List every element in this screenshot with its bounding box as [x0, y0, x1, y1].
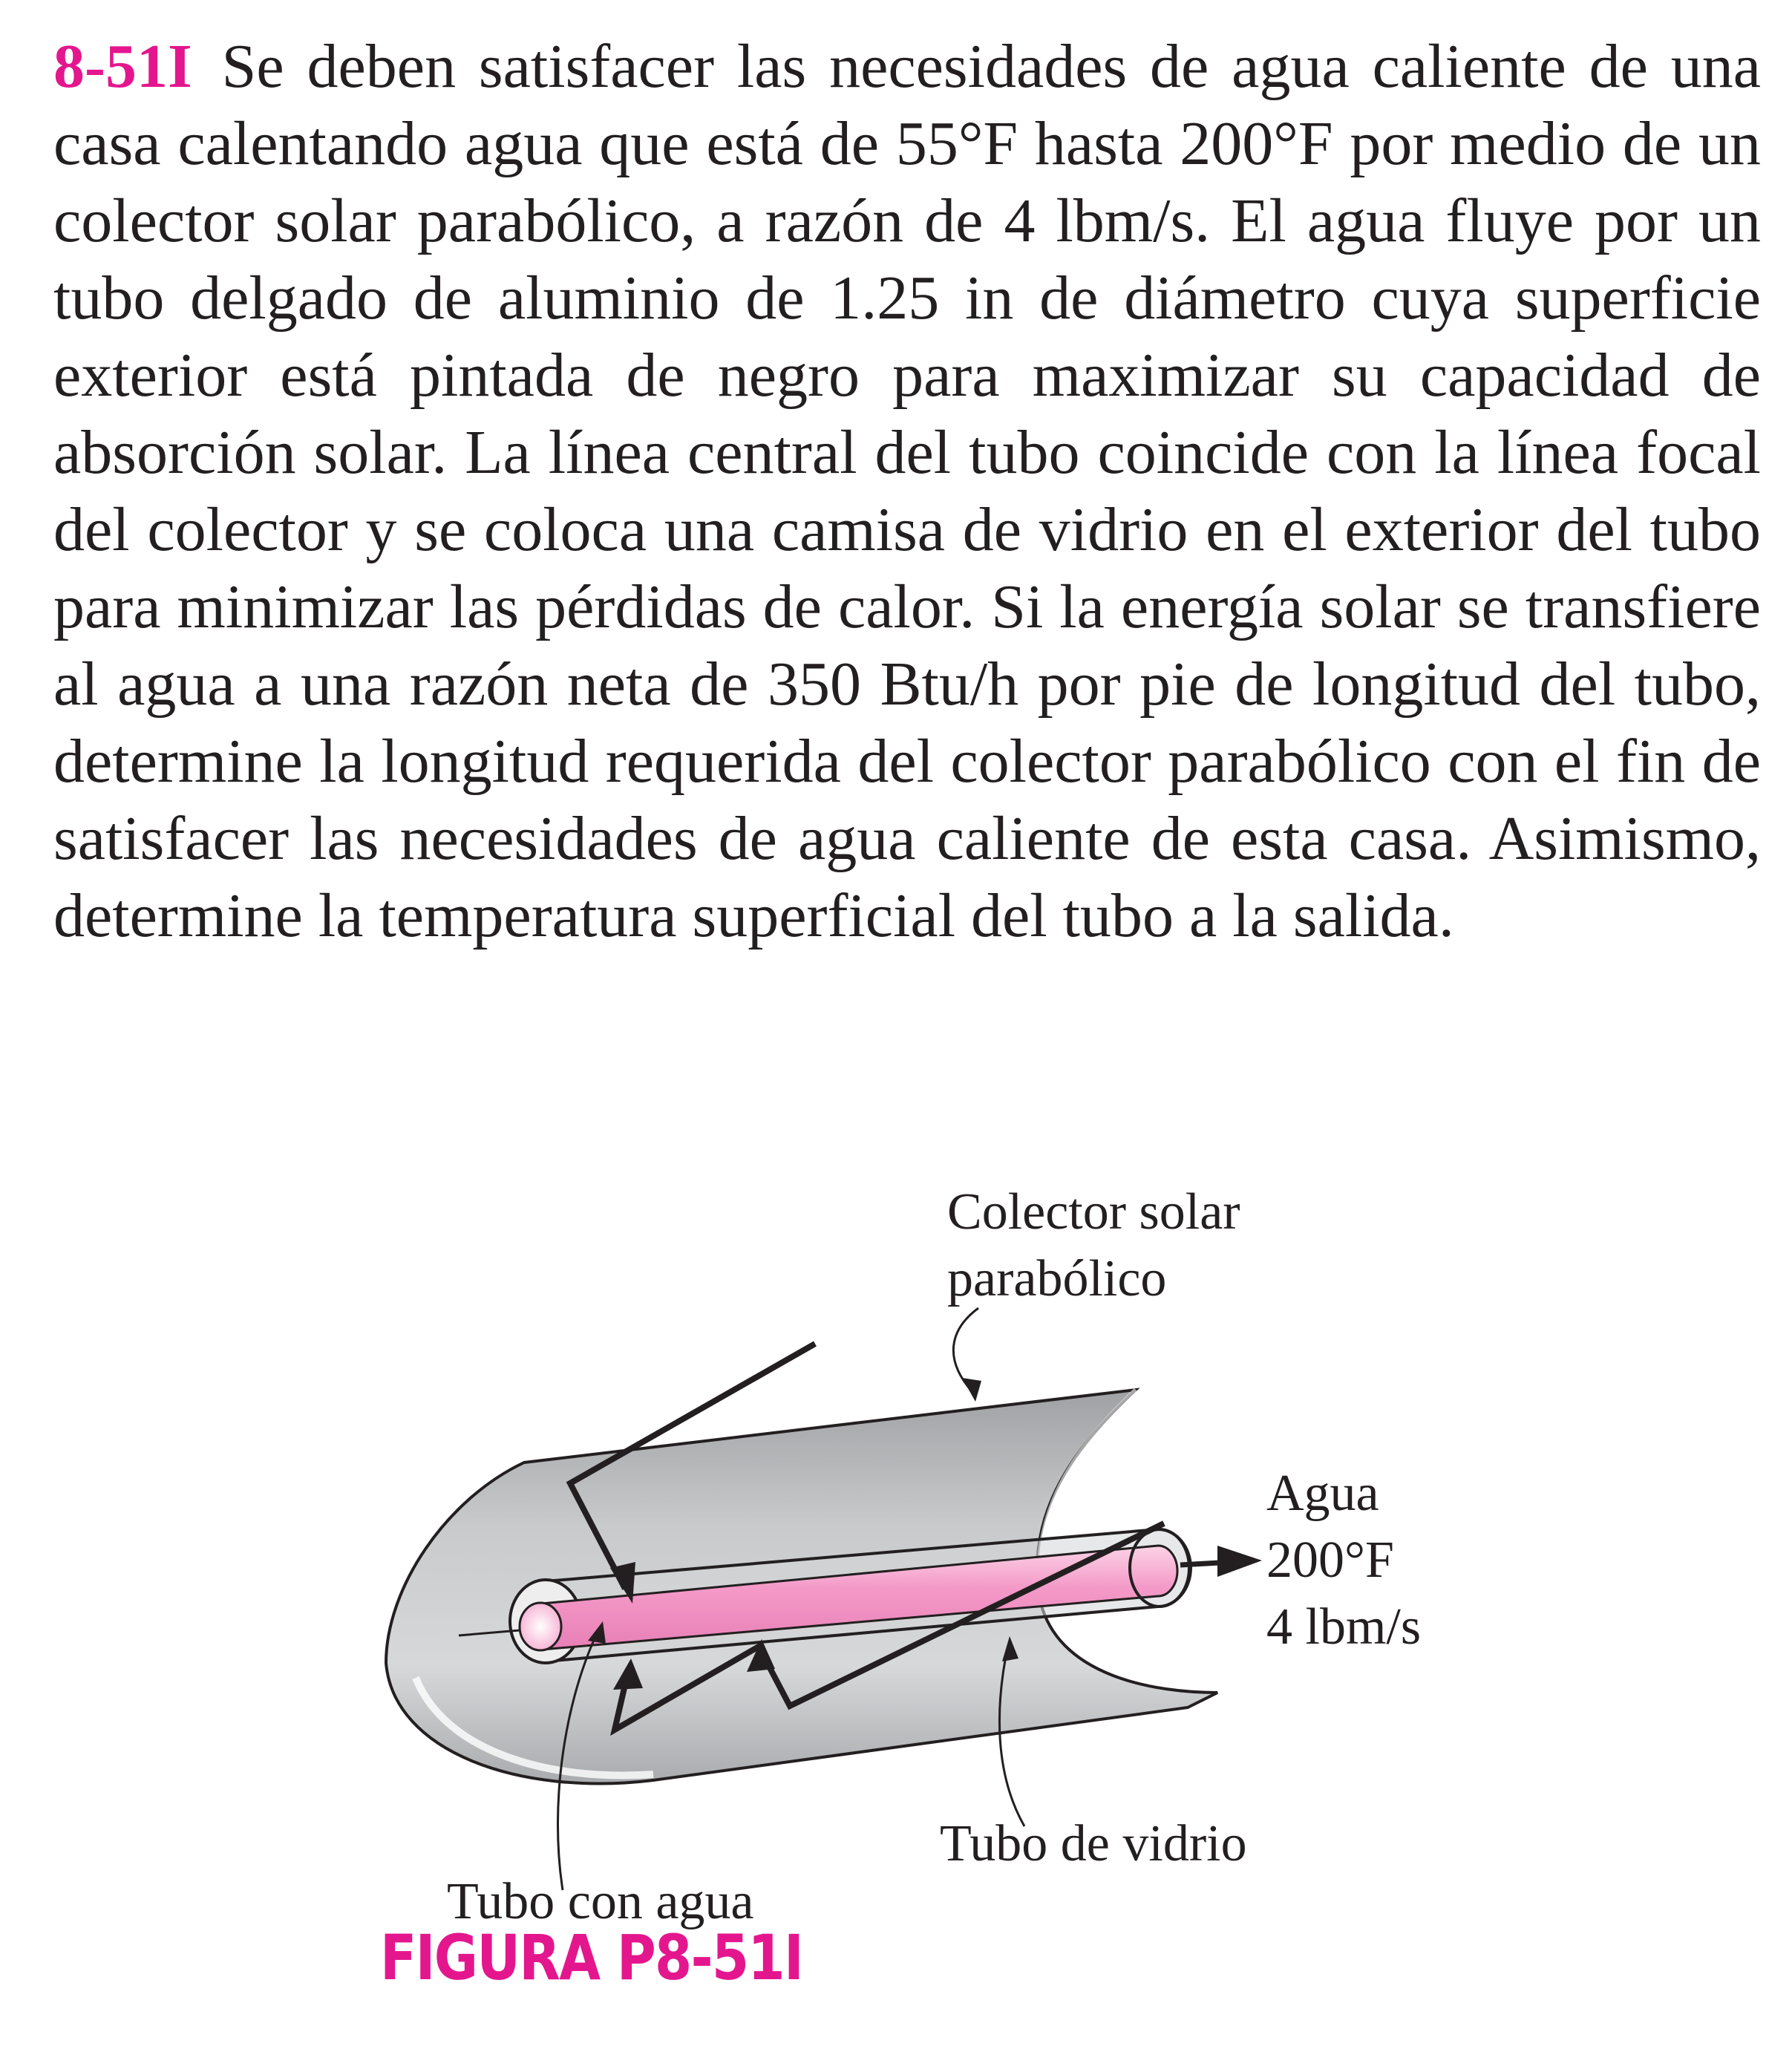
problem-text: Se deben satisfacer las necesidades de agua caliente de una casa calentando agua que está de 55°F hasta 200°F por medio de un colector solar parabólico, a razón de 4 lbm/s. El agua fluye por un tubo delgado de aluminio de 1.25 in de diámetro cuya superficie exterior está pintada de negro para maximizar su capacidad de absorción solar. La línea central del tubo coincide con la línea focal del colector y se coloca una camisa de vidrio en el exterior del tubo para minimizar las pérdidas de calor. Si la energía solar se transfiere al agua a una razón neta de 350 Btu/h por pie de longitud del tubo, determine la longitud requerida del colector parabólico con el fin de satisfacer las necesidades de agua caliente de esta casa. Asimismo, determine la temperatura superficial del tubo a la salida. — [53, 32, 1761, 950]
solar-collector-illustration — [0, 1114, 1792, 2068]
leader-collector-head — [962, 1378, 981, 1402]
label-water-tube: Tubo con agua — [447, 1873, 754, 1930]
problem-number: 8-51I — [53, 32, 192, 101]
figure — [0, 1114, 1792, 2068]
label-water-temp-line2: 200°F — [1266, 1532, 1394, 1589]
water-tube-end — [520, 1603, 561, 1650]
problem-statement — [53, 28, 1761, 955]
label-collector-line2: parabólico — [947, 1250, 1167, 1307]
label-glass-tube: Tubo de vidrio — [940, 1815, 1247, 1872]
label-water-temp-line1: Agua — [1266, 1465, 1379, 1522]
outlet-arrow-head — [1217, 1546, 1262, 1577]
label-water-flow: 4 lbm/s — [1266, 1598, 1422, 1656]
figure-caption: FIGURA P8-51I — [380, 1921, 803, 1994]
label-collector-line1: Colector solar — [947, 1183, 1240, 1241]
